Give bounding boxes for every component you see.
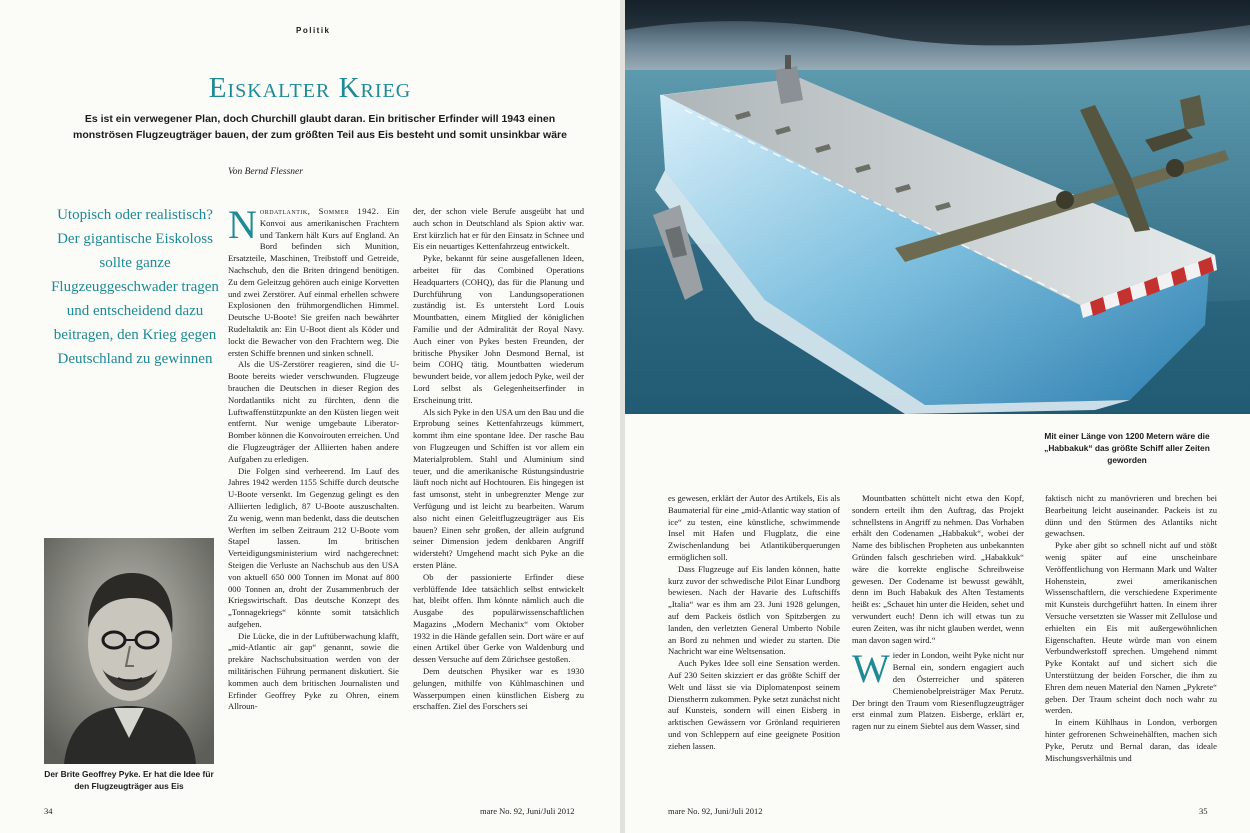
paragraph: In einem Kühlhaus in London, verborgen hinter gefrorenen Schweinehälften, machen sich Pyke, Perutz und Bernal daran, das ideale Mischungsverhältnis und — [1045, 717, 1217, 763]
text-column-2 — [413, 206, 584, 796]
text-column-4 — [852, 493, 1024, 793]
paragraph: faktisch nicht zu manövrieren und brechen bei Bearbeitung leicht auseinander. Packeis ist zu dünn und den Stürmen des Atlantiks nicht gewachsen. — [1045, 493, 1217, 539]
article-subtitle: Es ist ein verwegener Plan, doch Churchill glaubt daran. Ein britischer Erfinder will 1943 einen monströsen Flugzeugträger bauen, der zum größten Teil aus Eis besteht und somit unsinkbar wäre — [73, 113, 567, 141]
hero-illustration — [625, 0, 1250, 414]
paragraph: Auch Pykes Idee soll eine Sensation werden. Auf 230 Seiten skizziert er das größte Schiff der Welt und lässt sie via Diplomatenpost seinem Dienstherrn zukommen. Pyke setzt zunächst nicht auf Kunsteis, sondern will einen Eisberg in arktischen Gewässern vor Grönland requirieren und von Schleppern auf eine geeignete Position ziehen lassen. — [668, 658, 840, 751]
paragraph: Pyke aber gibt so schnell nicht auf und stößt wenig später auf eine unscheinbare Veröffentlichung von Hermann Mark und Walter Hohenstein, zwei amerikanischen Wissenschaftlern, die verschiedene Experimente mit Kunsteis durchgeführt hatten. In einem ihrer Versuche versetzten sie Wasser mit Zellulose und erhielten ein Eis mit außergewöhnlichen Eigenschaften. Heute würde man von einem Verbundwerkstoff sprechen. Umgehend nimmt Pyke Kontakt auf und sichert sich die Unterstützung der beiden Forscher, die ihm zu Ehren dem neuen Material den Namen „Pykrete“ geben. Der Traum scheint doch noch wahr zu werden. — [1045, 540, 1217, 716]
portrait-photo — [44, 538, 214, 764]
text-column-3 — [668, 493, 840, 793]
drop-cap: N — [228, 202, 257, 247]
paragraph: Ein Konvoi aus amerikanischen Frachtern und Tankern hält Kurs auf England. An Bord befinden sich Munition, Ersatzteile, Maschinen, Treibstoff und Getreide, Nachschub, den die Briten dringend benötigen. Zu dem Geleitzug gehören auch einige Korvetten und zwei Zerstörer. Auf einmal erhellen schwere Explosionen den frühmorgendlichen Himmel. Deutsche U-Boote! Sie greifen nach bewährter Rudeltaktik an: Ein U-Boot dient als Köder und lockt die Bewacher von den Frachtern weg. Die ersten Schiffe brennen und sinken schnell. — [228, 206, 400, 358]
magazine-issue: mare No. 92, Juni/Juli 2012 — [668, 806, 763, 816]
paragraph: Mountbatten schüttelt nicht etwa den Kopf, sondern erteilt ihm den Auftrag, das Projekt schnellstens in Angriff zu nehmen. Das Vorhaben erhält den Codenamen „Habbakuk“, wobei der Name des biblischen Propheten aus unbekannten Gründen falsch geschrieben wird. „Habakkuk“ wäre die korrekte englische Schreibweise gewesen. Der Codename ist bewusst gewählt, denn im Buch Habakuk des Alten Testaments heißt es: „Schauet hin unter die Heiden, sehet und verwundert euch! Denn ich will etwas tun zu euren Zeiten, was ihr nicht glauben werdet, wenn man davon sagen wird.“ — [852, 493, 1024, 645]
byline: Von Bernd Flessner — [228, 167, 303, 177]
page-number: 35 — [1199, 806, 1208, 816]
paragraph: ieder in London, weiht Pyke nicht nur Bernal ein, sondern engagiert auch den Österreicher und späteren Chemienobelpreisträger Max Perutz. Der bringt den Traum vom Riesenflugzeugträger erst einmal zum Platzen. Eisberge, erklärt er, ragen nur zu einem Siebtel aus dem Wasser, sind — [852, 650, 1024, 732]
magazine-issue: mare No. 92, Juni/Juli 2012 — [480, 806, 575, 816]
text-column-1 — [228, 202, 400, 796]
paragraph: Ob der passionierte Erfinder diese verblüffende Idee tatsächlich selbst entwickelt hat, bleibt offen. Ihm könnte nämlich auch die Ausgabe des populärwissenschaftlichen Magazins „Modern Mechanix“ vom Oktober 1932 in die Hände gefallen sein. Dort wäre er auf einen Artikel über Gerke von Waldenburg und dessen Versuche auf dem Zürichsee gestoßen. — [413, 571, 584, 665]
left-page — [0, 0, 620, 833]
paragraph: Als sich Pyke in den USA um den Bau und die Erprobung seines Kettenfahrzeugs kümmert, kommt ihm eine spontane Idee. Der rasche Bau von Flugzeugen und Schiffen ist vor allem ein Materialproblem. Stahl und Aluminium sind teuer, und die amerikanische Rüstungsindustrie läuft noch nicht auf Hochtouren. Eis hingegen ist fast umsonst, steht in unbegrenzter Menge zur Verfügung und ist leicht zu bearbeiten. Warum also nicht einen Geleitflugzeugträger aus Eis bauen? Einen sehr großen, der allein aufgrund seiner Dimension jedem denkbaren Angriff widersteht? Umgehend macht sich Pyke an die ersten Pläne. — [413, 406, 584, 570]
right-page — [625, 0, 1250, 833]
page-number: 34 — [44, 806, 53, 816]
pull-quote: Utopisch oder realistisch? Der gigantische Eiskoloss sollte ganze Flugzeuggeschwader tragen und entscheidend dazu beitragen, den Krieg gegen Deutschland zu gewinnen — [51, 207, 219, 367]
paragraph: es gewesen, erklärt der Autor des Artikels, Eis als Baumaterial für eine „mid-Atlantic way station of ice“ zu testen, eine künstliche, schwimmende Insel mit Hafen und Flugplatz, die eine Zwischenlandung bei Atlantiküberquerungen ermöglichen soll. — [668, 493, 840, 562]
paragraph: Dass Flugzeuge auf Eis landen können, hatte kurz zuvor der schwedische Pilot Einar Lundborg bewiesen. Nach der Havarie des Luftschiffs „Italia“ war es ihm am 23. Juni 1928 gelungen, auf dem Packeis östlich von Spitzbergen zu landen, den verletzten General Umberto Nobile an Bord zu nehmen und wieder zu starten. Die Nachricht war eine Weltsensation. — [668, 563, 840, 657]
lead-in: ordatlantik, Sommer 1942. — [259, 206, 380, 216]
section-label: Politik — [296, 26, 331, 35]
paragraph: Die Folgen sind verheerend. Im Lauf des Jahres 1942 werden 1155 Schiffe durch deutsche U-Boote versenkt. Im Gegenzug gelingt es den Alliierten lediglich, 87 U-Boote auszuschalten. Zu wenig, wenn man bedenkt, dass die deutschen Werften im selben Zeitraum 212 U-Boote vom Stapel lassen. Im britischen Verteidigungsministerium wird nachgerechnet: Steigen die Verluste an Nachschub aus den USA von aktuell 650 000 Tonnen im Monat auf 800 000 Tonnen an, droht der Zusammenbruch der Kriegswirtschaft. Das deutsche Konzept des „Tonnagekriegs“ könnte somit tatsächlich aufgehen. — [228, 465, 399, 629]
paragraph: Pyke, bekannt für seine ausgefallenen Ideen, arbeitet für das Combined Operations Headquarters (COHQ), das für die Planung und Durchführung von Landungsoperationen zuständig ist. Es untersteht Lord Louis Mountbatten, einem Mitglied der königlichen Familie und der Admiralität der Royal Navy. Auch einer von Pykes besten Freunden, der britische Physiker John Desmond Bernal, ist beim COHQ tätig. Mountbatten wiederum bewundert beide, vor allem jedoch Pyke, weil der Lord selbst als Gelegenheitserfinder in Erscheinung tritt. — [413, 253, 584, 405]
paragraph: Die Lücke, die in der Luftüberwachung klafft, „mid-Atlantic air gap“ genannt, sowie die prekäre Nachschubsituation werden von der militärischen Führung permanent diskutiert. Sie kommen auch dem britischen Journalisten und Erfinder Geoffrey Pyke zu Ohren, einem Allroun- — [228, 630, 399, 712]
portrait-caption: Der Brite Geoffrey Pyke. Er hat die Idee für den Flugzeugträger aus Eis — [44, 769, 214, 791]
article-title: Eiskalter Krieg — [208, 72, 412, 104]
hero-caption: Mit einer Länge von 1200 Metern wäre die „Habbakuk“ das größte Schiff aller Zeiten geworden — [1044, 431, 1210, 465]
paragraph: Dem deutschen Physiker war es 1930 gelungen, mithilfe von Kühlmaschinen und Wasserpumpen einen künstlichen Eisberg zu erschaffen. Ziel des Forschers sei — [413, 666, 584, 712]
paragraph: Als die US-Zerstörer reagieren, sind die U-Boote bereits wieder verschwunden. Flugzeuge brauchen die Deutschen in dieser Region des Nordatlantiks nicht zu fürchten, denn die Luftwaffenstützpunkte an den Küsten liegen weit entfernt. Nur wenige umgebaute Liberator-Bomber können die Konvoirouten erreichen. Und die Flugzeugträger der Alliierten haben andere Aufgaben zu erledigen. — [228, 359, 399, 464]
paragraph: der, der schon viele Berufe ausgeübt hat und auch schon in Deutschland als Spion aktiv war. Erst kürzlich hat er für den Einsatz in Schnee und Eis ein neuartiges Kettenfahrzeug entwickelt. — [413, 206, 584, 252]
text-column-5 — [1045, 493, 1217, 793]
drop-cap: W — [852, 646, 890, 692]
